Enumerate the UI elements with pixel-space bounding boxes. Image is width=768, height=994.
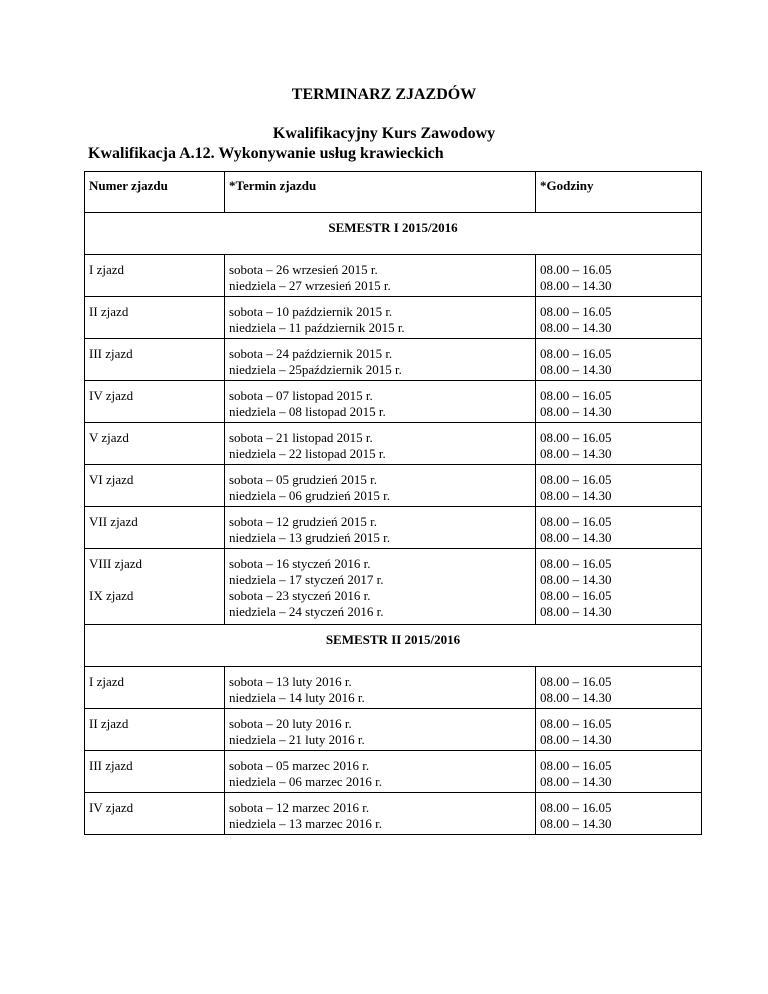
session-date-line: sobota – 05 grudzień 2015 r. <box>229 472 378 487</box>
session-number: IV zjazd <box>85 793 225 835</box>
session-hours-line: 08.00 – 14.30 <box>540 604 612 619</box>
semester-row <box>85 625 702 667</box>
session-hours-line: 08.00 – 14.30 <box>540 690 612 705</box>
table-row <box>85 751 702 793</box>
session-dates <box>225 423 536 465</box>
session-dates <box>225 751 536 793</box>
session-date-line: niedziela – 08 listopad 2015 r. <box>229 404 386 419</box>
session-date-line: niedziela – 06 grudzień 2015 r. <box>229 488 391 503</box>
session-number-line: VIII zjazd <box>89 556 143 571</box>
semester-row <box>85 213 702 255</box>
session-hours <box>536 507 702 549</box>
session-hours-line: 08.00 – 14.30 <box>540 446 612 461</box>
session-date-line: niedziela – 27 wrzesień 2015 r. <box>229 278 391 293</box>
session-hours <box>536 465 702 507</box>
table-row <box>85 297 702 339</box>
session-dates <box>225 549 536 625</box>
session-dates <box>225 381 536 423</box>
session-hours <box>536 339 702 381</box>
header-session-date: *Termin zjazdu <box>225 172 536 213</box>
session-number: V zjazd <box>85 423 225 465</box>
session-dates <box>225 667 536 709</box>
table-row <box>85 423 702 465</box>
session-hours-line: 08.00 – 16.05 <box>540 514 612 529</box>
page-title: TERMINARZ ZJAZDÓW <box>291 86 477 103</box>
session-hours-line: 08.00 – 14.30 <box>540 816 612 831</box>
session-dates <box>225 709 536 751</box>
session-date-line: sobota – 26 wrzesień 2015 r. <box>229 262 378 277</box>
session-date-line: niedziela – 14 luty 2016 r. <box>229 690 365 705</box>
session-date-line: sobota – 13 luty 2016 r. <box>229 674 352 689</box>
session-hours-line: 08.00 – 14.30 <box>540 572 612 587</box>
session-date-line: niedziela – 06 marzec 2016 r. <box>229 774 383 789</box>
session-date-line: niedziela – 25październik 2015 r. <box>229 362 402 377</box>
session-number: II zjazd <box>85 297 225 339</box>
course-title: Kwalifikacyjny Kurs Zawodowy <box>272 125 496 142</box>
session-number-line: IX zjazd <box>89 588 134 603</box>
table-row-merged <box>85 549 702 625</box>
session-hours-line: 08.00 – 14.30 <box>540 774 612 789</box>
table-header-row <box>85 172 702 213</box>
session-hours <box>536 255 702 297</box>
session-number: I zjazd <box>85 667 225 709</box>
qualification-title: Kwalifikacja A.12. Wykonywanie usług krawieckich <box>88 145 444 162</box>
session-hours-line: 08.00 – 16.05 <box>540 800 612 815</box>
session-hours <box>536 667 702 709</box>
session-dates <box>225 507 536 549</box>
session-hours <box>536 793 702 835</box>
session-dates <box>225 793 536 835</box>
session-number: VI zjazd <box>85 465 225 507</box>
session-hours-line: 08.00 – 14.30 <box>540 278 612 293</box>
session-hours-line: 08.00 – 16.05 <box>540 758 612 773</box>
session-date-line: sobota – 16 styczeń 2016 r. <box>229 556 371 571</box>
session-date-line: sobota – 24 październik 2015 r. <box>229 346 393 361</box>
session-date-line: sobota – 05 marzec 2016 r. <box>229 758 370 773</box>
session-date-line: niedziela – 21 luty 2016 r. <box>229 732 365 747</box>
session-dates <box>225 339 536 381</box>
table-row <box>85 339 702 381</box>
session-dates <box>225 297 536 339</box>
session-hours-line: 08.00 – 14.30 <box>540 362 612 377</box>
table-row <box>85 709 702 751</box>
session-date-line: niedziela – 11 październik 2015 r. <box>229 320 405 335</box>
session-date-line: sobota – 20 luty 2016 r. <box>229 716 352 731</box>
session-dates <box>225 465 536 507</box>
session-hours-line: 08.00 – 14.30 <box>540 488 612 503</box>
session-dates <box>225 255 536 297</box>
session-number <box>85 549 225 625</box>
session-hours <box>536 423 702 465</box>
session-hours-line: 08.00 – 14.30 <box>540 530 612 545</box>
session-number: II zjazd <box>85 709 225 751</box>
session-date-line: sobota – 23 styczeń 2016 r. <box>229 588 371 603</box>
schedule-table <box>84 171 702 835</box>
session-number: I zjazd <box>85 255 225 297</box>
session-date-line: sobota – 12 grudzień 2015 r. <box>229 514 378 529</box>
session-date-line: niedziela – 22 listopad 2015 r. <box>229 446 386 461</box>
header-session-number: Numer zjazdu <box>85 172 225 213</box>
session-number: III zjazd <box>85 751 225 793</box>
semester-title: SEMESTR I 2015/2016 <box>85 213 702 255</box>
session-date-line: niedziela – 24 styczeń 2016 r. <box>229 604 384 619</box>
table-row <box>85 255 702 297</box>
table-row <box>85 793 702 835</box>
header-hours: *Godziny <box>536 172 702 213</box>
session-number: IV zjazd <box>85 381 225 423</box>
session-hours <box>536 709 702 751</box>
session-hours-line: 08.00 – 16.05 <box>540 674 612 689</box>
session-hours-line: 08.00 – 16.05 <box>540 588 612 603</box>
session-hours-line: 08.00 – 16.05 <box>540 716 612 731</box>
session-date-line: sobota – 07 listopad 2015 r. <box>229 388 373 403</box>
session-hours-line: 08.00 – 16.05 <box>540 472 612 487</box>
session-date-line: niedziela – 13 marzec 2016 r. <box>229 816 383 831</box>
session-number: VII zjazd <box>85 507 225 549</box>
session-hours-line: 08.00 – 16.05 <box>540 346 612 361</box>
session-hours <box>536 297 702 339</box>
table-row <box>85 667 702 709</box>
session-number: III zjazd <box>85 339 225 381</box>
semester-title: SEMESTR II 2015/2016 <box>85 625 702 667</box>
session-hours <box>536 381 702 423</box>
session-date-line: sobota – 12 marzec 2016 r. <box>229 800 370 815</box>
session-hours <box>536 549 702 625</box>
table-row <box>85 465 702 507</box>
session-hours-line: 08.00 – 14.30 <box>540 404 612 419</box>
table-row <box>85 507 702 549</box>
session-hours-line: 08.00 – 16.05 <box>540 430 612 445</box>
session-date-line: niedziela – 17 styczeń 2017 r. <box>229 572 384 587</box>
session-hours-line: 08.00 – 16.05 <box>540 262 612 277</box>
session-date-line: sobota – 10 październik 2015 r. <box>229 304 393 319</box>
spacer <box>89 572 220 588</box>
session-hours-line: 08.00 – 16.05 <box>540 304 612 319</box>
session-date-line: niedziela – 13 grudzień 2015 r. <box>229 530 391 545</box>
session-hours-line: 08.00 – 16.05 <box>540 388 612 403</box>
table-row <box>85 381 702 423</box>
session-hours-line: 08.00 – 14.30 <box>540 320 612 335</box>
session-date-line: sobota – 21 listopad 2015 r. <box>229 430 373 445</box>
session-hours-line: 08.00 – 14.30 <box>540 732 612 747</box>
session-hours <box>536 751 702 793</box>
session-hours-line: 08.00 – 16.05 <box>540 556 612 571</box>
